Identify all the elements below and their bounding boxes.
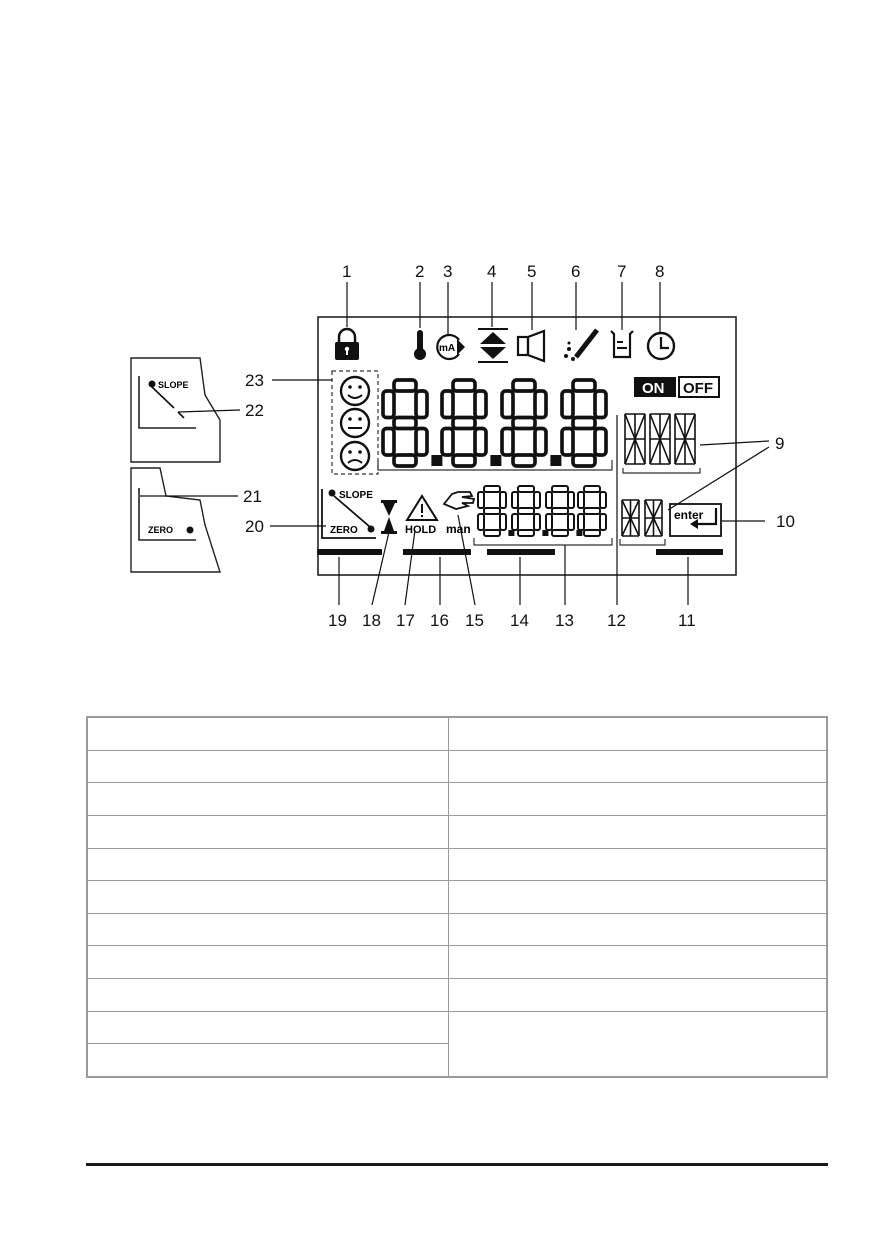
sensor-status-smileys: [332, 371, 378, 474]
table-row: [87, 1011, 827, 1044]
lcd-decimal-point: [490, 455, 501, 466]
callout-8: 8: [655, 262, 665, 281]
table-cell: [448, 815, 827, 848]
zero-inset-panel: [131, 468, 220, 572]
lcd-segment: [442, 429, 453, 456]
lcd-segment: [513, 418, 535, 429]
callout-19: 19: [328, 611, 347, 630]
lcd-segment: [584, 530, 600, 536]
lcd-segment: [562, 391, 573, 418]
lcd-decimal-point: [550, 455, 561, 466]
callout-21: 21: [243, 487, 262, 506]
table-cell: [87, 881, 448, 914]
callout-14: 14: [510, 611, 529, 630]
lcd-segment: [502, 391, 513, 418]
on-label: ON: [642, 380, 665, 397]
lcd-segment: [478, 514, 484, 530]
footer-rule: [86, 1163, 828, 1166]
main-display-digits: [383, 380, 606, 466]
bracket-unit-main: [623, 468, 700, 473]
secondary-unit-segments: [622, 500, 662, 536]
lcd-segment: [568, 492, 574, 508]
legend-table: [86, 716, 828, 1078]
callout-10: 10: [776, 512, 795, 531]
svg-text:mA: mA: [439, 343, 456, 354]
lcd-segment: [535, 391, 546, 418]
table-cell: [87, 848, 448, 881]
bracket-unit-sec: [620, 539, 665, 545]
softkey-bar-meas: [403, 549, 471, 555]
lcd-segment: [578, 492, 584, 508]
lcd-segment: [513, 455, 535, 466]
beaker-calibration-icon: [611, 331, 633, 357]
lcd-segment: [534, 514, 540, 530]
lcd-segment: [416, 391, 427, 418]
lock-icon: [335, 329, 359, 360]
lcd-14-segment-glyph: [622, 500, 639, 536]
lcd-decimal-point: [431, 455, 442, 466]
table-cell: [87, 1044, 448, 1077]
table-cell: [448, 881, 827, 914]
lcd-segment: [513, 380, 535, 391]
callout-12: 12: [607, 611, 626, 630]
lcd-segment: [534, 492, 540, 508]
callout-20: 20: [245, 517, 264, 536]
display-slope-label: SLOPE: [339, 490, 373, 501]
callout-17: 17: [396, 611, 415, 630]
table-cell: [448, 978, 827, 1011]
lcd-segment: [484, 508, 500, 514]
thermometer-icon: [414, 330, 426, 360]
enter-label: enter: [674, 508, 704, 522]
lcd-segment: [518, 508, 534, 514]
lcd-segment: [546, 492, 552, 508]
lcd-segment: [475, 391, 486, 418]
lcd-segment: [500, 514, 506, 530]
table-row: [87, 913, 827, 946]
lcd-segment: [546, 514, 552, 530]
clock-icon: [648, 333, 674, 359]
lcd-segment: [394, 455, 416, 466]
callout-15: 15: [465, 611, 484, 630]
lcd-segment: [595, 429, 606, 456]
lcd-segment: [552, 530, 568, 536]
lcd-segment: [518, 486, 534, 492]
lcd-segment: [394, 418, 416, 429]
lcd-segment: [416, 429, 427, 456]
lcd-segment: [512, 514, 518, 530]
man-label: man: [446, 522, 471, 536]
lcd-segment: [595, 391, 606, 418]
table-cell: [448, 717, 827, 750]
lcd-segment: [512, 492, 518, 508]
lcd-segment: [573, 455, 595, 466]
softkey-bar-right: [656, 549, 723, 555]
lcd-segment: [600, 492, 606, 508]
callout-1: 1: [342, 262, 352, 281]
lcd-segment: [600, 514, 606, 530]
lcd-segment: [584, 508, 600, 514]
table-row: [87, 750, 827, 783]
table-cell: [87, 750, 448, 783]
table-row: [87, 978, 827, 1011]
table-cell: [87, 913, 448, 946]
callout-6: 6: [571, 262, 581, 281]
lcd-segment: [453, 380, 475, 391]
table-row: [87, 946, 827, 979]
lcd-segment: [573, 418, 595, 429]
lcd-segment: [383, 391, 394, 418]
table-row: [87, 783, 827, 816]
hold-label: HOLD: [405, 524, 437, 536]
main-unit-segments: [625, 414, 695, 464]
softkey-bar-left: [317, 549, 382, 555]
callout-13: 13: [555, 611, 574, 630]
off-label: OFF: [683, 380, 713, 397]
manual-hand-icon: [444, 492, 474, 509]
table-cell: [448, 848, 827, 881]
table-cell: [87, 946, 448, 979]
lcd-segment: [484, 530, 500, 536]
lcd-segment: [484, 486, 500, 492]
table-cell: [87, 717, 448, 750]
current-output-ma-icon: [437, 335, 465, 359]
table-row: [87, 848, 827, 881]
callout-16: 16: [430, 611, 449, 630]
lcd-segment: [500, 492, 506, 508]
table-cell: [448, 1011, 827, 1077]
softkey-bar-center: [487, 549, 555, 555]
table-cell: [87, 815, 448, 848]
lcd-segment: [475, 429, 486, 456]
table-cell: [448, 913, 827, 946]
lcd-14-segment-glyph: [645, 500, 662, 536]
warning-triangle-icon: [407, 496, 437, 520]
callout-22: 22: [245, 401, 264, 420]
inset-slope-label: SLOPE: [158, 380, 189, 390]
lcd-segment: [552, 486, 568, 492]
table-row: [87, 815, 827, 848]
lcd-segment: [518, 530, 534, 536]
lcd-segment: [478, 492, 484, 508]
inset-zero-label: ZERO: [148, 525, 174, 535]
lcd-segment: [535, 429, 546, 456]
callout-9: 9: [775, 434, 785, 453]
callout-11: 11: [678, 611, 696, 630]
table-cell: [448, 783, 827, 816]
lcd-14-segment-glyph: [675, 414, 695, 464]
callout-3: 3: [443, 262, 453, 281]
lcd-segment: [584, 486, 600, 492]
lcd-segment: [502, 429, 513, 456]
table-cell: [448, 750, 827, 783]
callout-18: 18: [362, 611, 381, 630]
lcd-segment: [453, 455, 475, 466]
lcd-14-segment-glyph: [625, 414, 645, 464]
table-cell: [87, 978, 448, 1011]
hourglass-icon: [381, 500, 397, 534]
table-cell: [87, 1011, 448, 1044]
callout-4: 4: [487, 262, 497, 281]
table-row: [87, 881, 827, 914]
lcd-segment: [442, 391, 453, 418]
table-cell: [87, 783, 448, 816]
lcd-segment: [562, 429, 573, 456]
display-zero-label: ZERO: [330, 525, 358, 536]
sensor-cleaning-icon: [564, 330, 597, 361]
lcd-segment: [394, 380, 416, 391]
bracket-secondary-digits: [474, 538, 612, 545]
callout-7: 7: [617, 262, 627, 281]
lcd-14-segment-glyph: [650, 414, 670, 464]
callout-2: 2: [415, 262, 425, 281]
callout-23: 23: [245, 371, 264, 390]
alarm-horn-icon: [518, 331, 544, 361]
secondary-display-digits: [478, 486, 606, 536]
callout-5: 5: [527, 262, 537, 281]
lcd-segment: [578, 514, 584, 530]
lcd-segment: [383, 429, 394, 456]
limit-arrows-icon: [478, 329, 508, 362]
table-cell: [448, 946, 827, 979]
lcd-segment: [568, 514, 574, 530]
lcd-segment: [453, 418, 475, 429]
slope-inset-panel: [131, 358, 220, 462]
table-row: [87, 717, 827, 750]
lcd-segment: [552, 508, 568, 514]
lcd-segment: [573, 380, 595, 391]
